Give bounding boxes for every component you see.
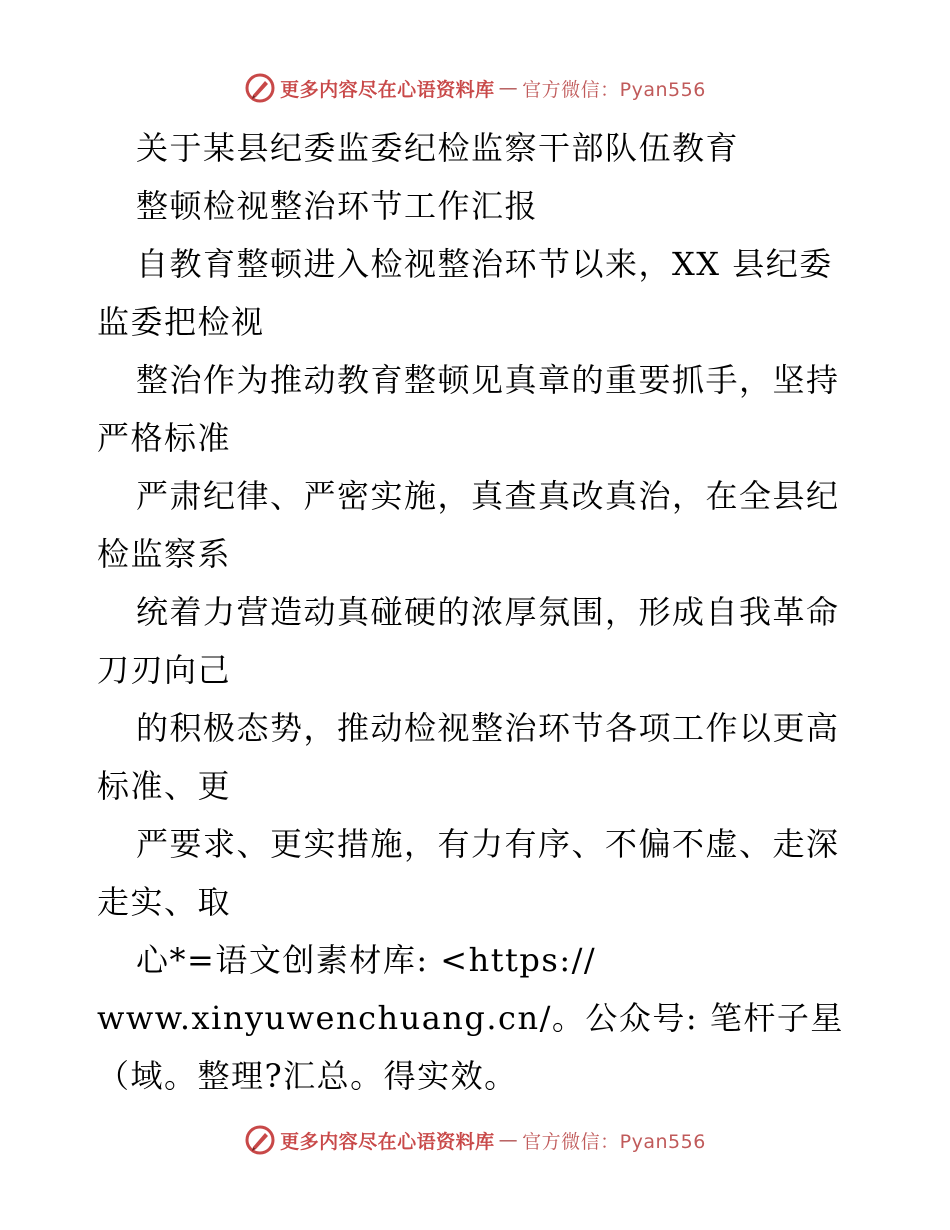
- paragraph-line: 监委把检视: [97, 303, 265, 341]
- pen-circle-logo-icon: [244, 1124, 276, 1156]
- pen-circle-logo-icon: [244, 72, 276, 104]
- footer-watermark: [0, 1120, 950, 1160]
- paragraph-line: www.xinyuwenchuang.cn/。公众号: 笔杆子星: [97, 999, 844, 1037]
- paragraph-line: 刀刃向己: [97, 651, 232, 689]
- paragraph-line: 标准、更: [97, 767, 232, 805]
- paragraph-line: （域。整理?汇总。得实效。: [97, 1057, 518, 1095]
- paragraph-line: 自教育整顿进入检视整治环节以来，XX 县纪委: [136, 245, 833, 283]
- title-line-1: 关于某县纪委监委纪检监察干部队伍教育: [136, 129, 740, 167]
- title-line-2: 整顿检视整治环节工作汇报: [136, 187, 539, 225]
- watermark-text: 更多内容尽在心语资料库: [280, 1130, 495, 1153]
- paragraph-line: 严格标准: [97, 419, 232, 457]
- paragraph-line: 的积极态势，推动检视整治环节各项工作以更高: [136, 709, 840, 747]
- watermark-separator: —: [498, 77, 519, 99]
- watermark-text: 更多内容尽在心语资料库: [280, 78, 495, 101]
- header-watermark: [0, 68, 950, 108]
- paragraph-line: 心*=语文创素材库: <https://: [136, 941, 597, 979]
- paragraph-line: 走实、取: [97, 883, 232, 921]
- paragraph-line: 严肃纪律、严密实施，真查真改真治，在全县纪: [136, 477, 840, 515]
- watermark-separator: —: [498, 1129, 519, 1151]
- watermark-contact: 官方微信：Pyan556: [522, 1130, 706, 1153]
- paragraph-line: 整治作为推动教育整顿见真章的重要抓手，坚持: [136, 361, 840, 399]
- paragraph-line: 严要求、更实措施，有力有序、不偏不虚、走深: [136, 825, 840, 863]
- paragraph-line: 检监察系: [97, 535, 232, 573]
- watermark-contact: 官方微信：Pyan556: [522, 78, 706, 101]
- paragraph-line: 统着力营造动真碰硬的浓厚氛围，形成自我革命: [136, 593, 840, 631]
